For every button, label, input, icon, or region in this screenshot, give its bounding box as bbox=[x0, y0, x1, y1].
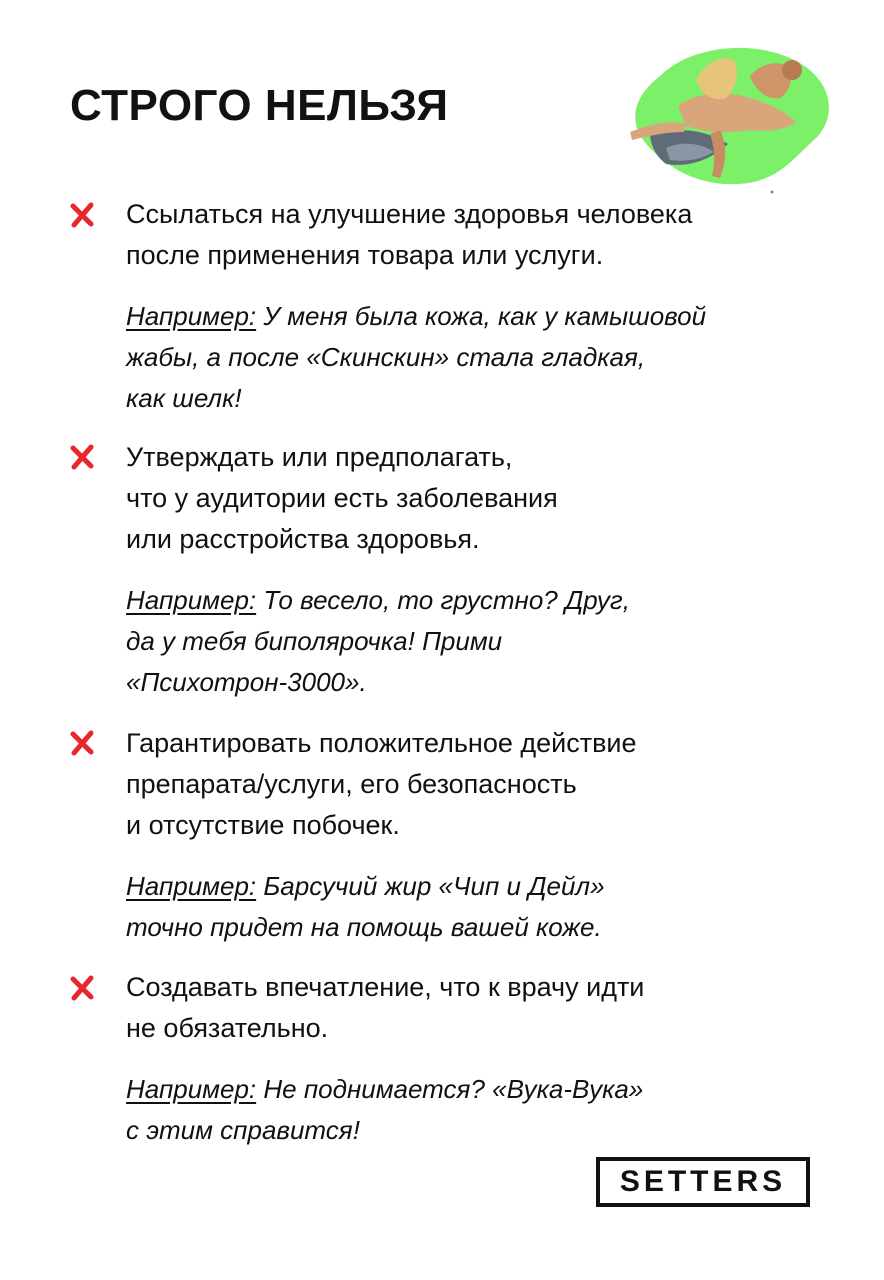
rule-text: Ссылаться на улучшение здоровья человека после применения товара или услуги. bbox=[126, 199, 693, 270]
red-cross-icon bbox=[68, 974, 96, 1002]
red-cross-icon bbox=[68, 443, 96, 471]
page-title: СТРОГО НЕЛЬЗЯ bbox=[70, 81, 449, 130]
example-label: Например: bbox=[126, 1074, 257, 1104]
rule-text: Создавать впечатление, что к врачу идти не обязательно. bbox=[126, 972, 645, 1043]
red-cross-icon bbox=[68, 729, 96, 757]
example-text: Например: То весело, то грустно? Друг, да у тебя биполярочка! Прими «Психотрон-3000». bbox=[126, 585, 630, 697]
classical-figure-illustration bbox=[600, 36, 840, 196]
rule-text: Гарантировать положительное действие препарата/услуги, его безопасность и отсутствие побочек. bbox=[126, 728, 637, 840]
example-label: Например: bbox=[126, 585, 257, 615]
example-label: Например: bbox=[126, 871, 257, 901]
setters-logo: SETTERS bbox=[596, 1157, 810, 1207]
red-cross-icon bbox=[68, 201, 96, 229]
example-text: Например: У меня была кожа, как у камышовой жабы, а после «Скинскин» стала гладкая, как шелк! bbox=[126, 301, 707, 413]
example-label: Например: bbox=[126, 301, 257, 331]
example-text: Например: Барсучий жир «Чип и Дейл» точно придет на помощь вашей коже. bbox=[126, 871, 605, 942]
example-text: Например: Не поднимается? «Вука-Вука» с этим справится! bbox=[126, 1074, 644, 1145]
rule-text: Утверждать или предполагать, что у аудитории есть заболевания или расстройства здоровья. bbox=[126, 442, 558, 554]
